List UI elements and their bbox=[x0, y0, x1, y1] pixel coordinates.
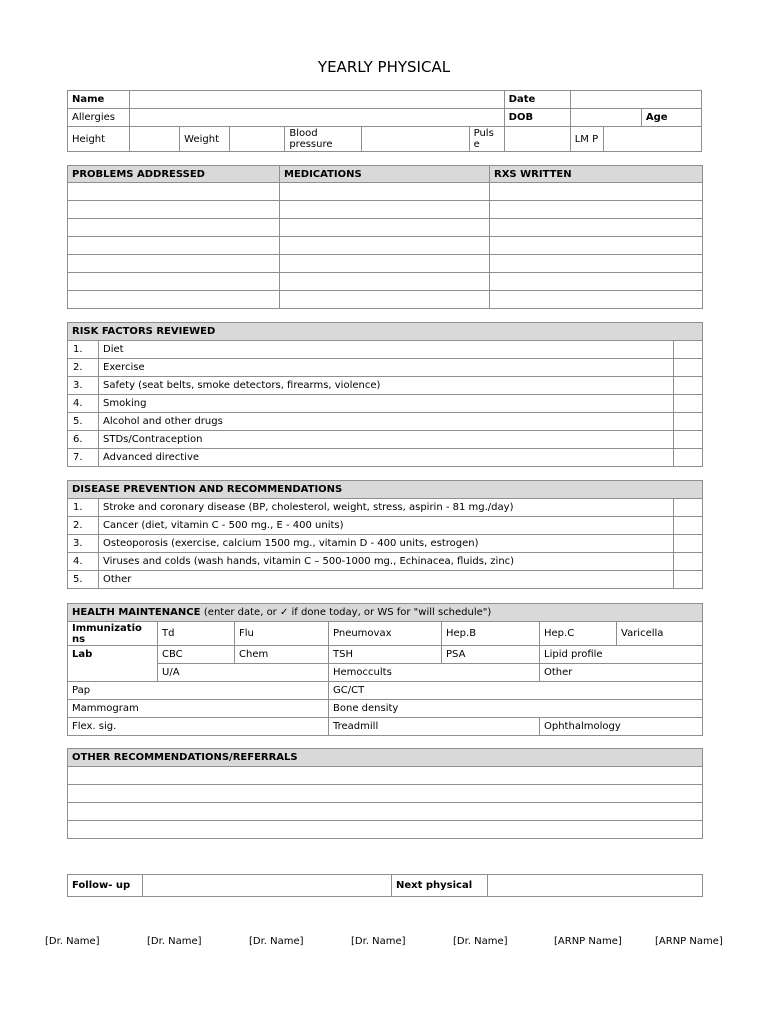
mammogram-cell[interactable]: Mammogram bbox=[68, 700, 329, 718]
risk-item-check[interactable] bbox=[674, 341, 703, 359]
risk-item-text: Smoking bbox=[99, 395, 674, 413]
disease-prevention-table bbox=[67, 480, 703, 589]
immunization-pneumovax[interactable]: Pneumovax bbox=[329, 622, 442, 646]
prevention-item-number: 4. bbox=[68, 553, 99, 571]
follow-up-field[interactable] bbox=[143, 875, 392, 897]
provider-name: [Dr. Name] bbox=[45, 936, 100, 947]
referrals-table bbox=[67, 748, 703, 839]
pulse-field[interactable] bbox=[504, 127, 570, 152]
prevention-item-check[interactable] bbox=[674, 535, 703, 553]
lab-psa[interactable]: PSA bbox=[442, 646, 540, 664]
risk-item-text: Exercise bbox=[99, 359, 674, 377]
risk-item-number: 3. bbox=[68, 377, 99, 395]
blood-pressure-label: Blood pressure bbox=[285, 127, 362, 152]
problem-cell[interactable] bbox=[68, 255, 280, 273]
gc-ct-cell[interactable]: GC/CT bbox=[329, 682, 703, 700]
prevention-item-check[interactable] bbox=[674, 517, 703, 535]
provider-name: [Dr. Name] bbox=[249, 936, 304, 947]
allergies-label: Allergies bbox=[68, 109, 130, 127]
date-label: Date bbox=[504, 91, 570, 109]
lab-cbc[interactable]: CBC bbox=[158, 646, 235, 664]
immunization-varicella[interactable]: Varicella bbox=[617, 622, 703, 646]
risk-factors-header: RISK FACTORS REVIEWED bbox=[68, 323, 703, 341]
health-maintenance-header bbox=[68, 604, 703, 622]
problem-cell[interactable] bbox=[68, 237, 280, 255]
next-physical-field[interactable] bbox=[488, 875, 703, 897]
lab-lipid-profile[interactable]: Lipid profile bbox=[540, 646, 703, 664]
lab-hemoccults[interactable]: Hemoccults bbox=[329, 664, 540, 682]
allergies-field[interactable] bbox=[130, 109, 505, 127]
immunization-td[interactable]: Td bbox=[158, 622, 235, 646]
medications-header: MEDICATIONS bbox=[280, 166, 490, 183]
medication-cell[interactable] bbox=[280, 183, 490, 201]
rx-cell[interactable] bbox=[490, 237, 703, 255]
rx-cell[interactable] bbox=[490, 219, 703, 237]
dob-label: DOB bbox=[504, 109, 570, 127]
risk-item-text: STDs/Contraception bbox=[99, 431, 674, 449]
referral-line[interactable] bbox=[68, 785, 703, 803]
lmp-label: LM P bbox=[570, 127, 603, 152]
rx-cell[interactable] bbox=[490, 291, 703, 309]
lab-tsh[interactable]: TSH bbox=[329, 646, 442, 664]
medication-cell[interactable] bbox=[280, 219, 490, 237]
medication-cell[interactable] bbox=[280, 273, 490, 291]
rxs-written-header: RXS WRITTEN bbox=[490, 166, 703, 183]
rx-cell[interactable] bbox=[490, 201, 703, 219]
rx-cell[interactable] bbox=[490, 255, 703, 273]
health-maintenance-title: HEALTH MAINTENANCE bbox=[72, 607, 201, 618]
lab-chem[interactable]: Chem bbox=[235, 646, 329, 664]
risk-item-number: 5. bbox=[68, 413, 99, 431]
prevention-item-text: Osteoporosis (exercise, calcium 1500 mg., vitamin D - 400 units, estrogen) bbox=[99, 535, 674, 553]
prevention-item-check[interactable] bbox=[674, 499, 703, 517]
weight-field[interactable] bbox=[230, 127, 285, 152]
risk-item-number: 4. bbox=[68, 395, 99, 413]
flex-sig-cell[interactable]: Flex. sig. bbox=[68, 718, 329, 736]
risk-item-check[interactable] bbox=[674, 449, 703, 467]
ophthalmology-cell[interactable]: Ophthalmology bbox=[540, 718, 703, 736]
risk-item-number: 2. bbox=[68, 359, 99, 377]
lab-ua[interactable]: U/A bbox=[158, 664, 329, 682]
medication-cell[interactable] bbox=[280, 255, 490, 273]
provider-name: [Dr. Name] bbox=[351, 936, 406, 947]
prevention-item-text: Stroke and coronary disease (BP, cholesterol, weight, stress, aspirin - 81 mg./day) bbox=[99, 499, 674, 517]
referral-line[interactable] bbox=[68, 803, 703, 821]
problem-cell[interactable] bbox=[68, 219, 280, 237]
prevention-item-number: 3. bbox=[68, 535, 99, 553]
immunization-hep-b[interactable]: Hep.B bbox=[442, 622, 540, 646]
provider-name: [Dr. Name] bbox=[453, 936, 508, 947]
risk-item-text: Safety (seat belts, smoke detectors, firearms, violence) bbox=[99, 377, 674, 395]
disease-prevention-header: DISEASE PREVENTION AND RECOMMENDATIONS bbox=[68, 481, 703, 499]
problem-cell[interactable] bbox=[68, 201, 280, 219]
followup-table bbox=[67, 874, 703, 897]
referral-line[interactable] bbox=[68, 767, 703, 785]
immunizations-label: Immunizatio ns bbox=[68, 622, 158, 646]
medication-cell[interactable] bbox=[280, 237, 490, 255]
prevention-item-text: Cancer (diet, vitamin C - 500 mg., E - 400 units) bbox=[99, 517, 674, 535]
medication-cell[interactable] bbox=[280, 201, 490, 219]
follow-up-label: Follow- up bbox=[68, 875, 143, 897]
dob-field[interactable] bbox=[570, 109, 641, 127]
risk-item-check[interactable] bbox=[674, 377, 703, 395]
risk-item-check[interactable] bbox=[674, 395, 703, 413]
pap-cell[interactable]: Pap bbox=[68, 682, 329, 700]
problems-table bbox=[67, 165, 703, 309]
weight-label: Weight bbox=[180, 127, 230, 152]
risk-item-check[interactable] bbox=[674, 359, 703, 377]
health-maintenance-table bbox=[67, 603, 703, 736]
risk-item-number: 6. bbox=[68, 431, 99, 449]
lmp-field[interactable] bbox=[603, 127, 701, 152]
patient-info-table bbox=[67, 90, 702, 152]
prevention-item-number: 5. bbox=[68, 571, 99, 589]
lab-label: Lab bbox=[68, 646, 158, 682]
problem-cell[interactable] bbox=[68, 183, 280, 201]
prevention-item-text: Other bbox=[99, 571, 674, 589]
problem-cell[interactable] bbox=[68, 291, 280, 309]
bone-density-cell[interactable]: Bone density bbox=[329, 700, 703, 718]
prevention-item-check[interactable] bbox=[674, 571, 703, 589]
referral-line[interactable] bbox=[68, 821, 703, 839]
immunization-flu[interactable]: Flu bbox=[235, 622, 329, 646]
problems-addressed-header: PROBLEMS ADDRESSED bbox=[68, 166, 280, 183]
height-label: Height bbox=[68, 127, 130, 152]
name-field[interactable] bbox=[130, 91, 505, 109]
prevention-item-text: Viruses and colds (wash hands, vitamin C – 500-1000 mg., Echinacea, fluids, zinc) bbox=[99, 553, 674, 571]
risk-item-number: 1. bbox=[68, 341, 99, 359]
risk-item-text: Alcohol and other drugs bbox=[99, 413, 674, 431]
medication-cell[interactable] bbox=[280, 291, 490, 309]
risk-item-text: Diet bbox=[99, 341, 674, 359]
provider-name: [ARNP Name] bbox=[554, 936, 622, 947]
name-label: Name bbox=[68, 91, 130, 109]
risk-item-check[interactable] bbox=[674, 413, 703, 431]
treadmill-cell[interactable]: Treadmill bbox=[329, 718, 540, 736]
prevention-item-number: 2. bbox=[68, 517, 99, 535]
age-label: Age bbox=[641, 109, 701, 127]
risk-factors-table bbox=[67, 322, 703, 467]
immunization-hep-c[interactable]: Hep.C bbox=[540, 622, 617, 646]
prevention-item-check[interactable] bbox=[674, 553, 703, 571]
lab-other[interactable]: Other bbox=[540, 664, 703, 682]
health-maintenance-note: (enter date, or ✓ if done today, or WS for "will schedule") bbox=[203, 607, 492, 618]
form-title: YEARLY PHYSICAL bbox=[317, 58, 451, 76]
pulse-label: Puls e bbox=[469, 127, 504, 152]
blood-pressure-field[interactable] bbox=[362, 127, 469, 152]
rx-cell[interactable] bbox=[490, 273, 703, 291]
problem-cell[interactable] bbox=[68, 273, 280, 291]
height-field[interactable] bbox=[130, 127, 180, 152]
risk-item-text: Advanced directive bbox=[99, 449, 674, 467]
risk-item-number: 7. bbox=[68, 449, 99, 467]
rx-cell[interactable] bbox=[490, 183, 703, 201]
provider-name: [Dr. Name] bbox=[147, 936, 202, 947]
next-physical-label: Next physical bbox=[392, 875, 488, 897]
referrals-header: OTHER RECOMMENDATIONS/REFERRALS bbox=[68, 749, 703, 767]
date-field[interactable] bbox=[570, 91, 701, 109]
risk-item-check[interactable] bbox=[674, 431, 703, 449]
prevention-item-number: 1. bbox=[68, 499, 99, 517]
provider-name: [ARNP Name] bbox=[655, 936, 723, 947]
